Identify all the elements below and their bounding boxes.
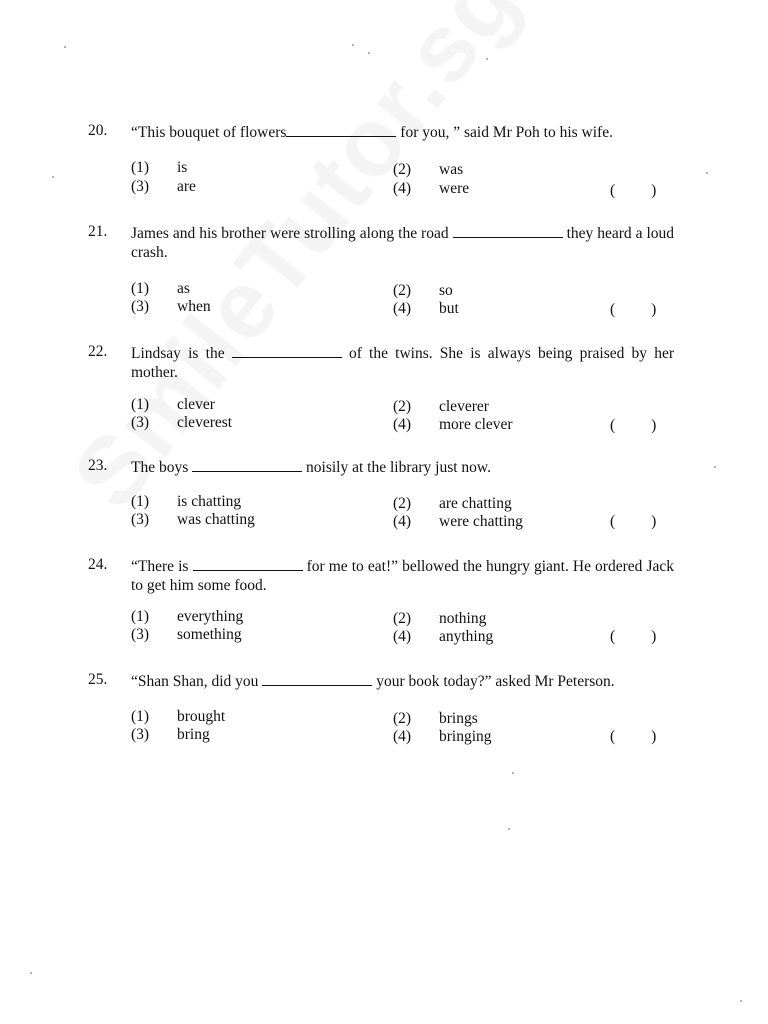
question-number: 21.	[88, 223, 108, 240]
question-text-before: The boys	[131, 459, 189, 476]
question-text-after: they heard a loud crash.	[131, 225, 675, 261]
option-3[interactable]	[131, 298, 211, 316]
option-number: (4)	[393, 180, 412, 197]
bracket-open: (	[610, 628, 616, 645]
option-number: (4)	[393, 728, 412, 745]
option-1[interactable]	[131, 493, 241, 511]
option-text: something	[177, 626, 242, 643]
option-text: was	[439, 161, 464, 178]
option-1[interactable]	[131, 159, 187, 177]
bracket-open: (	[610, 728, 616, 745]
option-text: but	[439, 300, 459, 317]
scan-speck	[52, 176, 54, 178]
option-number: (1)	[131, 608, 150, 625]
answer-bracket[interactable]	[610, 513, 656, 531]
option-3[interactable]	[131, 726, 210, 744]
option-text: were chatting	[439, 513, 523, 530]
answer-bracket[interactable]	[610, 301, 656, 319]
answer-bracket[interactable]	[610, 182, 656, 200]
answer-blank[interactable]	[262, 671, 372, 686]
option-text: bringing	[439, 728, 492, 745]
question-number: 24.	[88, 556, 108, 573]
option-2[interactable]	[393, 610, 486, 628]
question-text	[131, 223, 674, 262]
option-number: (4)	[393, 300, 412, 317]
scan-speck	[30, 972, 32, 974]
option-number: (3)	[131, 726, 150, 743]
option-4[interactable]	[393, 180, 469, 198]
question-text	[131, 556, 674, 595]
question-text	[131, 122, 674, 142]
scan-speck	[512, 772, 514, 774]
option-1[interactable]	[131, 396, 215, 414]
question-number: 23.	[88, 457, 108, 474]
question-text-after: of the twins. She is always being praised by her mother.	[131, 345, 675, 381]
answer-bracket[interactable]	[610, 628, 656, 646]
option-text: cleverer	[439, 398, 489, 415]
option-4[interactable]	[393, 513, 523, 531]
option-number: (3)	[131, 178, 150, 195]
scan-speck	[508, 828, 510, 830]
question-text	[131, 343, 674, 382]
option-text: nothing	[439, 610, 487, 627]
question-text-after: for me to eat!” bellowed the hungry giant. He ordered Jack to get him some food.	[131, 558, 675, 594]
question-text-after: your book today?” asked Mr Peterson.	[376, 673, 615, 690]
question-text-before: “This bouquet of flowers	[131, 124, 287, 141]
question-number: 20.	[88, 122, 108, 139]
bracket-close: )	[651, 301, 657, 318]
option-3[interactable]	[131, 511, 255, 529]
option-2[interactable]	[393, 495, 512, 513]
option-number: (1)	[131, 159, 150, 176]
question-text-before: James and his brother were strolling along the road	[131, 225, 449, 242]
option-number: (3)	[131, 626, 150, 643]
bracket-open: (	[610, 513, 616, 530]
option-2[interactable]	[393, 710, 478, 728]
option-text: is chatting	[177, 493, 242, 510]
option-text: clever	[177, 396, 215, 413]
question-number: 25.	[88, 671, 108, 688]
option-2[interactable]	[393, 398, 489, 416]
answer-blank[interactable]	[453, 223, 563, 238]
option-text: are	[177, 178, 196, 195]
scan-speck	[368, 52, 370, 54]
scan-speck	[64, 46, 66, 48]
option-number: (1)	[131, 280, 150, 297]
option-text: brings	[439, 710, 478, 727]
bracket-close: )	[651, 513, 657, 530]
question-number: 22.	[88, 343, 108, 360]
option-text: as	[177, 280, 190, 297]
question-text	[131, 457, 674, 477]
question-text	[131, 671, 674, 691]
option-3[interactable]	[131, 414, 232, 432]
bracket-open: (	[610, 301, 616, 318]
option-1[interactable]	[131, 280, 190, 298]
bracket-close: )	[651, 628, 657, 645]
option-number: (3)	[131, 298, 150, 315]
option-3[interactable]	[131, 178, 196, 196]
option-1[interactable]	[131, 608, 243, 626]
option-4[interactable]	[393, 628, 493, 646]
scan-speck	[352, 44, 354, 46]
question-text-after: for you, ” said Mr Poh to his wife.	[400, 124, 613, 141]
answer-blank[interactable]	[232, 343, 342, 358]
option-1[interactable]	[131, 708, 225, 726]
scan-speck	[486, 58, 488, 60]
answer-bracket[interactable]	[610, 417, 656, 435]
watermark	[52, 0, 541, 529]
option-number: (4)	[393, 416, 412, 433]
question-text-after: noisily at the library just now.	[306, 459, 491, 476]
option-number: (3)	[131, 414, 150, 431]
question-text-before: “Shan Shan, did you	[131, 673, 259, 690]
scan-speck	[740, 1000, 742, 1002]
bracket-open: (	[610, 417, 616, 434]
option-text: so	[439, 282, 453, 299]
option-text: was chatting	[177, 511, 255, 528]
bracket-close: )	[651, 728, 657, 745]
option-text: when	[177, 298, 211, 315]
option-text: were	[439, 180, 470, 197]
option-text: cleverest	[177, 414, 233, 431]
option-text: are chatting	[439, 495, 512, 512]
option-text: anything	[439, 628, 494, 645]
scan-speck	[714, 466, 716, 468]
option-number: (1)	[131, 396, 150, 413]
option-number: (1)	[131, 708, 150, 725]
option-number: (4)	[393, 628, 412, 645]
option-number: (1)	[131, 493, 150, 510]
bracket-close: )	[651, 182, 657, 199]
option-number: (2)	[393, 282, 412, 299]
option-text: brought	[177, 708, 226, 725]
option-number: (4)	[393, 513, 412, 530]
option-3[interactable]	[131, 626, 242, 644]
option-number: (2)	[393, 161, 412, 178]
bracket-open: (	[610, 182, 616, 199]
answer-bracket[interactable]	[610, 728, 656, 746]
question-text-before: “There is	[131, 558, 189, 575]
option-2[interactable]	[393, 282, 453, 300]
option-4[interactable]	[393, 300, 459, 318]
option-text: everything	[177, 608, 244, 625]
question-text-before: Lindsay is the	[131, 345, 225, 362]
option-text: bring	[177, 726, 210, 743]
option-number: (2)	[393, 495, 412, 512]
bracket-close: )	[651, 417, 657, 434]
option-number: (3)	[131, 511, 150, 528]
option-4[interactable]	[393, 416, 513, 434]
scan-speck	[706, 172, 708, 174]
option-2[interactable]	[393, 161, 463, 179]
answer-blank[interactable]	[193, 556, 303, 571]
option-number: (2)	[393, 398, 412, 415]
option-text: more clever	[439, 416, 513, 433]
answer-blank[interactable]	[286, 122, 396, 137]
option-number: (2)	[393, 610, 412, 627]
option-text: is	[177, 159, 188, 176]
option-number: (2)	[393, 710, 412, 727]
option-4[interactable]	[393, 728, 492, 746]
answer-blank[interactable]	[192, 457, 302, 472]
